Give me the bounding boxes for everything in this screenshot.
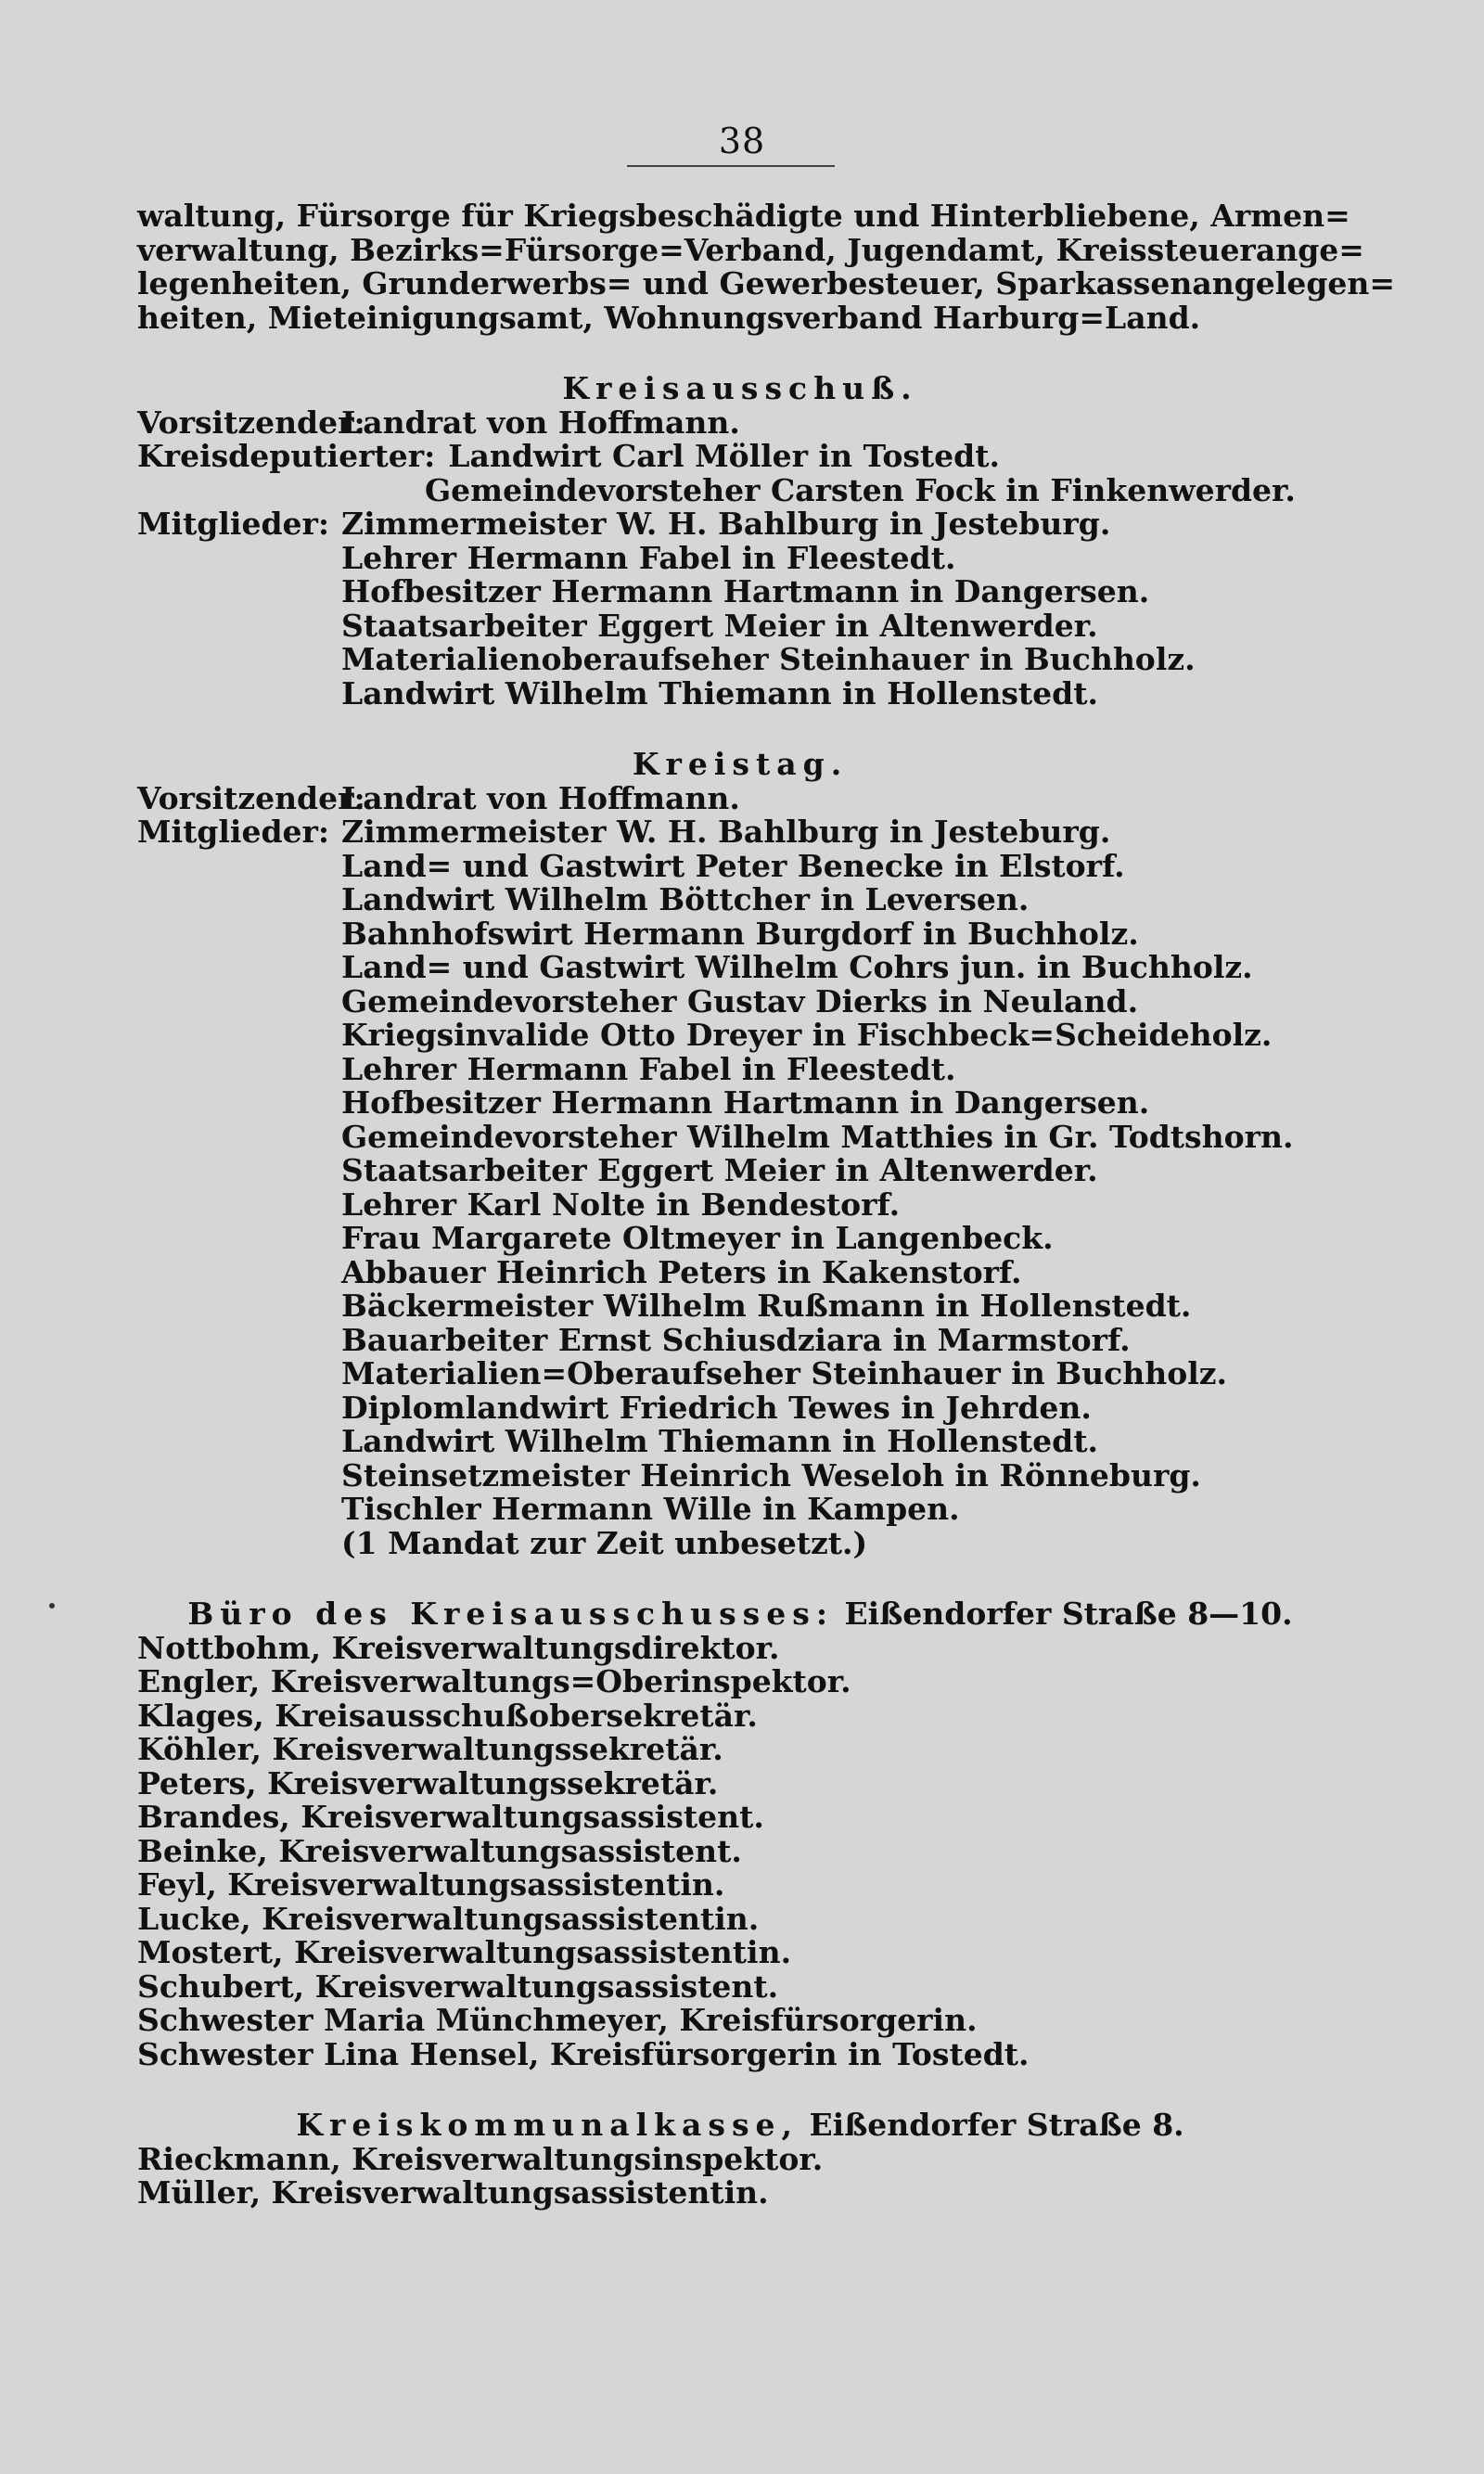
kreisausschuss-chair-row: [137, 406, 1343, 441]
kreistag-section: [137, 748, 1343, 1560]
kommunalkasse-heading-row: [137, 2109, 1343, 2143]
list-item: Klages, Kreisausschußobersekretär.: [137, 1697, 758, 1734]
kreistag-chair-row: [137, 779, 1343, 816]
kreistag-members-row: [137, 815, 1343, 1560]
list-item: Nottbohm, Kreisverwaltungsdirektor.: [137, 1629, 780, 1666]
kreistag-heading: Kreistag.: [632, 746, 849, 782]
buero-heading: Büro des Kreisausschusses:: [187, 1596, 835, 1632]
margin-dot: [49, 1603, 55, 1609]
kreisausschuss-member-list: [341, 507, 1196, 711]
members-label: Mitglieder:: [137, 814, 330, 850]
list-item: (1 Mandat zur Zeit unbesetzt.): [341, 1524, 868, 1561]
buero-staff-list: [137, 1629, 1343, 2072]
page-number: 38: [718, 121, 766, 161]
list-item: Staatsarbeiter Eggert Meier in Altenwerder.: [341, 607, 1098, 644]
list-item: Steinsetzmeister Heinrich Weseloh in Rönneburg.: [341, 1456, 1201, 1493]
list-item: Beinke, Kreisverwaltungsassistent.: [137, 1832, 742, 1869]
deputy-value: Landwirt Carl Möller in Tostedt.: [448, 438, 1000, 474]
chair-label: Vorsitzender:: [137, 779, 365, 816]
intro-line: heiten, Mieteinigungsamt, Wohnungsverband Harburg=Land.: [137, 299, 1201, 336]
list-item: Bahnhofswirt Hermann Burgdorf in Buchholz.: [341, 915, 1139, 952]
list-item: Bäckermeister Wilhelm Rußmann in Hollenstedt.: [341, 1288, 1192, 1324]
list-item: Lucke, Kreisverwaltungsassistentin.: [137, 1900, 760, 1937]
list-item: Bauarbeiter Ernst Schiusdziara in Marmstorf.: [341, 1321, 1131, 1358]
list-item: Feyl, Kreisverwaltungsassistentin.: [137, 1866, 725, 1903]
members-label: Mitglieder:: [137, 506, 330, 542]
list-item: Lehrer Hermann Fabel in Fleestedt.: [341, 539, 956, 576]
list-item: Landwirt Wilhelm Thiemann in Hollenstedt.: [341, 674, 1098, 711]
buero-heading-row: [137, 1597, 1343, 1632]
list-item: Schubert, Kreisverwaltungsassistent.: [137, 1968, 779, 2005]
list-item: Lehrer Hermann Fabel in Fleestedt.: [341, 1050, 956, 1087]
intro-line: waltung, Fürsorge für Kriegsbeschädigte und Hinterbliebene, Armen=: [137, 198, 1350, 234]
list-item: Rieckmann, Kreisverwaltungsinspektor.: [137, 2140, 824, 2177]
list-item: Staatsarbeiter Eggert Meier in Altenwerder.: [341, 1152, 1098, 1188]
list-item: Tischler Hermann Wille in Kampen.: [341, 1491, 960, 1527]
kommunalkasse-address: Eißendorfer Straße 8.: [809, 2107, 1184, 2143]
deputy-label: Kreisdeputierter:: [137, 438, 436, 474]
list-item: Diplomlandwirt Friedrich Tewes in Jehrden.: [341, 1389, 1092, 1426]
list-item: Materialienoberaufseher Steinhauer in Buchholz.: [341, 641, 1196, 677]
intro-line: verwaltung, Bezirks=Fürsorge=Verband, Jugendamt, Kreissteuerange=: [137, 231, 1364, 268]
list-item: Landwirt Wilhelm Böttcher in Leversen.: [341, 881, 1030, 917]
chair-label: Vorsitzender:: [137, 404, 365, 441]
list-item: Gemeindevorsteher Gustav Dierks in Neuland.: [341, 982, 1139, 1019]
list-item: Schwester Lina Hensel, Kreisfürsorgerin in Tostedt.: [137, 2035, 1030, 2072]
list-item: Frau Margarete Oltmeyer in Langenbeck.: [341, 1220, 1054, 1256]
list-item: Landwirt Wilhelm Thiemann in Hollenstedt.: [341, 1423, 1098, 1459]
kreisausschuss-heading: Kreisausschuß.: [562, 370, 918, 406]
buero-section: [137, 1597, 1343, 2071]
list-item: Peters, Kreisverwaltungssekretär.: [137, 1764, 719, 1801]
kommunalkasse-heading: Kreiskommunalkasse,: [296, 2107, 800, 2143]
kreisausschuss-deputy-row: [137, 440, 1343, 474]
list-item: Hofbesitzer Hermann Hartmann in Dangersen.: [341, 573, 1150, 609]
list-item: Köhler, Kreisverwaltungssekretär.: [137, 1731, 723, 1767]
kommunalkasse-staff-list: [137, 2140, 1343, 2211]
list-item: Materialien=Oberaufseher Steinhauer in Buchholz.: [341, 1355, 1227, 1391]
list-item: Gemeindevorsteher Wilhelm Matthies in Gr. Todtshorn.: [341, 1118, 1294, 1155]
list-item: Hofbesitzer Hermann Hartmann in Dangersen.: [341, 1084, 1150, 1121]
list-item: Müller, Kreisverwaltungsassistentin.: [137, 2174, 769, 2211]
list-item: Lehrer Karl Nolte in Bendestorf.: [341, 1186, 901, 1223]
list-item: Kriegsinvalide Otto Dreyer in Fischbeck=Scheideholz.: [341, 1017, 1273, 1053]
page-number-rule: [627, 165, 835, 167]
chair-value: Landrat von Hoffmann.: [341, 404, 740, 441]
kreisausschuss-members-row: [137, 507, 1343, 711]
list-item: Brandes, Kreisverwaltungsassistent.: [137, 1799, 764, 1835]
intro-line: legenheiten, Grunderwerbs= und Gewerbesteuer, Sparkassenangelegen=: [137, 265, 1396, 301]
kreisausschuss-deputy-row: [137, 471, 1343, 508]
list-item: Land= und Gastwirt Wilhelm Cohrs jun. in Buchholz.: [341, 949, 1253, 985]
list-item: Mostert, Kreisverwaltungsassistentin.: [137, 1934, 792, 1970]
list-item: Engler, Kreisverwaltungs=Oberinspektor.: [137, 1663, 851, 1699]
buero-address: Eißendorfer Straße 8—10.: [844, 1596, 1293, 1632]
list-item: Land= und Gastwirt Peter Benecke in Elstorf.: [341, 847, 1125, 884]
deputy-value: Gemeindevorsteher Carsten Fock in Finkenwerder.: [425, 471, 1296, 508]
list-item: Schwester Maria Münchmeyer, Kreisfürsorgerin.: [137, 2002, 978, 2038]
page-content: [137, 198, 1396, 2211]
intro-paragraph: [137, 198, 1396, 336]
list-item: Zimmermeister W. H. Bahlburg in Jesteburg.: [341, 814, 1111, 850]
list-item: Abbauer Heinrich Peters in Kakenstorf.: [341, 1253, 1022, 1290]
kreistag-member-list: [341, 815, 1294, 1560]
kommunalkasse-section: [137, 2109, 1343, 2211]
chair-value: Landrat von Hoffmann.: [341, 779, 740, 816]
kreisausschuss-section: [137, 372, 1343, 711]
list-item: Zimmermeister W. H. Bahlburg in Jesteburg.: [341, 506, 1111, 542]
